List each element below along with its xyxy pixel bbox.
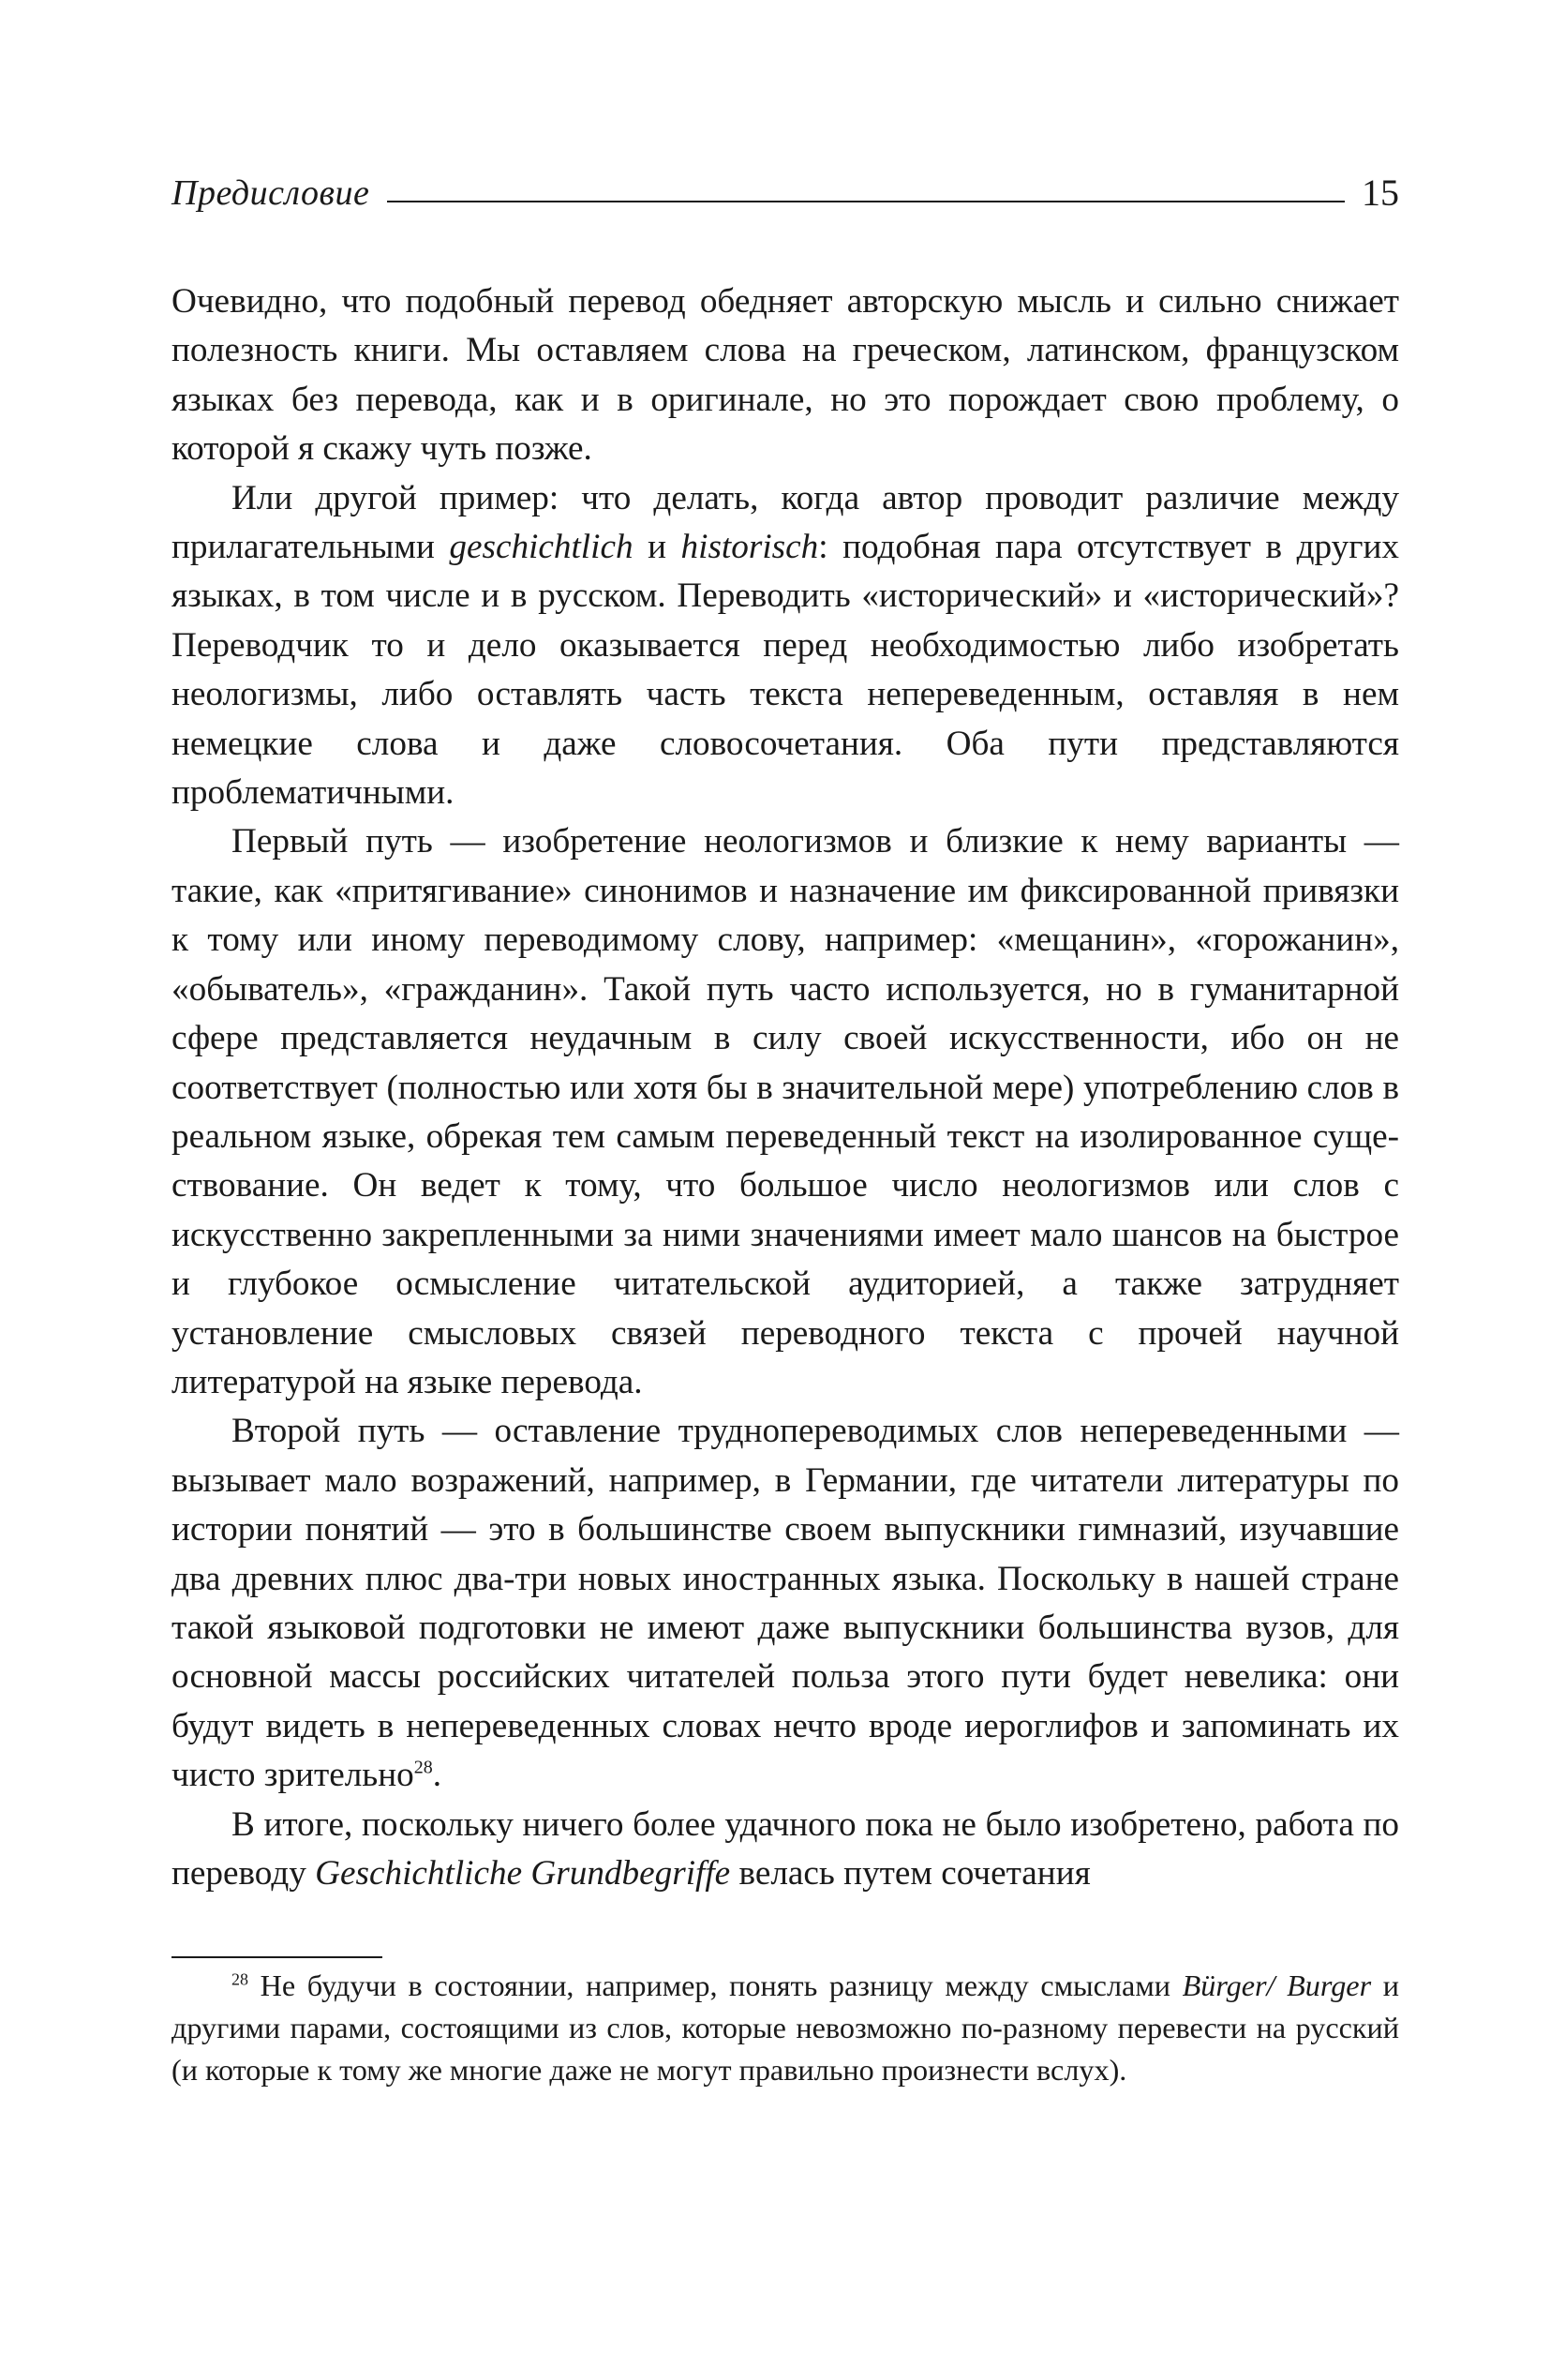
footnote-28 <box>171 1965 1399 2092</box>
paragraph-5 <box>171 1801 1399 1899</box>
paragraph-2-text-e: : подобная пара отсутствует в других языках, в том числе и в русском. Переводить «исторический» и «исторический»? Переводчик то и дело оказывается перед необходимостью либо изобретать неологизмы, либо оставлять часть текста непереведенным, оставляя в нем немецкие слова и даже словосочетания. Оба пути представляются проблематичными. <box>171 528 1399 813</box>
footnote-term-burger: Bürger/ Burger <box>1182 1968 1372 2002</box>
body-text <box>171 277 1399 1898</box>
footnote-reference[interactable]: 28 <box>413 1757 433 1778</box>
footnote-rule <box>171 1956 382 1958</box>
paragraph-2-text-c: и <box>633 528 681 567</box>
paragraph-2-text-a: Или другой пример: что делать, когда автор проводит различие между прилагательными <box>171 478 1399 567</box>
footnote <box>171 1965 1399 2092</box>
paragraph-4-text-a: Второй путь — оставление труднопереводимых слов непереведенными — вызывает мало возражений, например, в Германии, где читатели литературы по истории понятий — это в большинстве своем выпускники гимназий, изучавшие два древних плюс два-три новых иностранных языка. Поскольку в нашей стране такой языковой подготовки не имеют даже выпускники большинства вузов, для основной массы российских читателей польза этого пути будет невелика: они будут видеть в непереведенных словах нечто вроде иероглифов и запоминать их чисто зрительно <box>171 1412 1399 1795</box>
running-head-title: Предисловие <box>171 173 370 213</box>
footnote-number: 28 <box>231 1969 248 1989</box>
running-head <box>171 165 1399 221</box>
paragraph-4-text-b: . <box>432 1756 442 1795</box>
footnote-text-c: и другими парами, состоящими из слов, которые невозможно по-разному перевести на русский (и которые к тому же многие даже не могут правильно произнести вслух). <box>171 1968 1399 2088</box>
running-head-rule <box>387 201 1345 202</box>
page-number: 15 <box>1362 172 1399 214</box>
paragraph-5-text-c: велась путем сочетания <box>730 1854 1091 1893</box>
paragraph-4 <box>171 1407 1399 1800</box>
footnote-text-a: Не будучи в состоянии, например, понять разницу между смыслами <box>248 1968 1183 2002</box>
paragraph-1: Очевидно, что подобный перевод обедняет авторскую мысль и сильно снижает полезность книги. Мы оставляем слова на греческом, латинском, французском языках без перевода, как и в оригинале, но это порождает свою проблему, о которой я скажу чуть позже. <box>171 282 1399 469</box>
term-historisch: historisch <box>680 528 819 567</box>
paragraph-5-text-a: В итоге, поскольку ничего более удачного пока не было изобретено, работа по переводу <box>171 1804 1399 1893</box>
paragraph-2 <box>171 474 1399 818</box>
book-title-geschichtliche-grundbegriffe: Geschichtliche Grundbegriffe <box>315 1854 731 1893</box>
paragraph-3: Первый путь — изобретение неологизмов и близкие к нему варианты — такие, как «притягивание» синонимов и назначение им фиксированной привязки к тому или иному переводимому слову, например: «мещанин», «горожанин», «обыватель», «гражданин». Такой путь часто используется, но в гуманитарной сфере представляется неудачным в силу своей искусственности, ибо он не соответствует (полностью или хотя бы в значительной мере) употреблению слов в реальном языке, обрекая тем самым переведенный текст на изолированное существование. Он ведет к тому, что большое число неологизмов или слов с искусственно закрепленными за ними значениями имеет мало шансов на быстрое и глубокое осмысление читательской аудиторией, а также затрудняет установление смысловых связей переводного текста с прочей научной литературой на языке перевода. <box>171 822 1399 1401</box>
term-geschichtlich: geschichtlich <box>449 528 633 567</box>
